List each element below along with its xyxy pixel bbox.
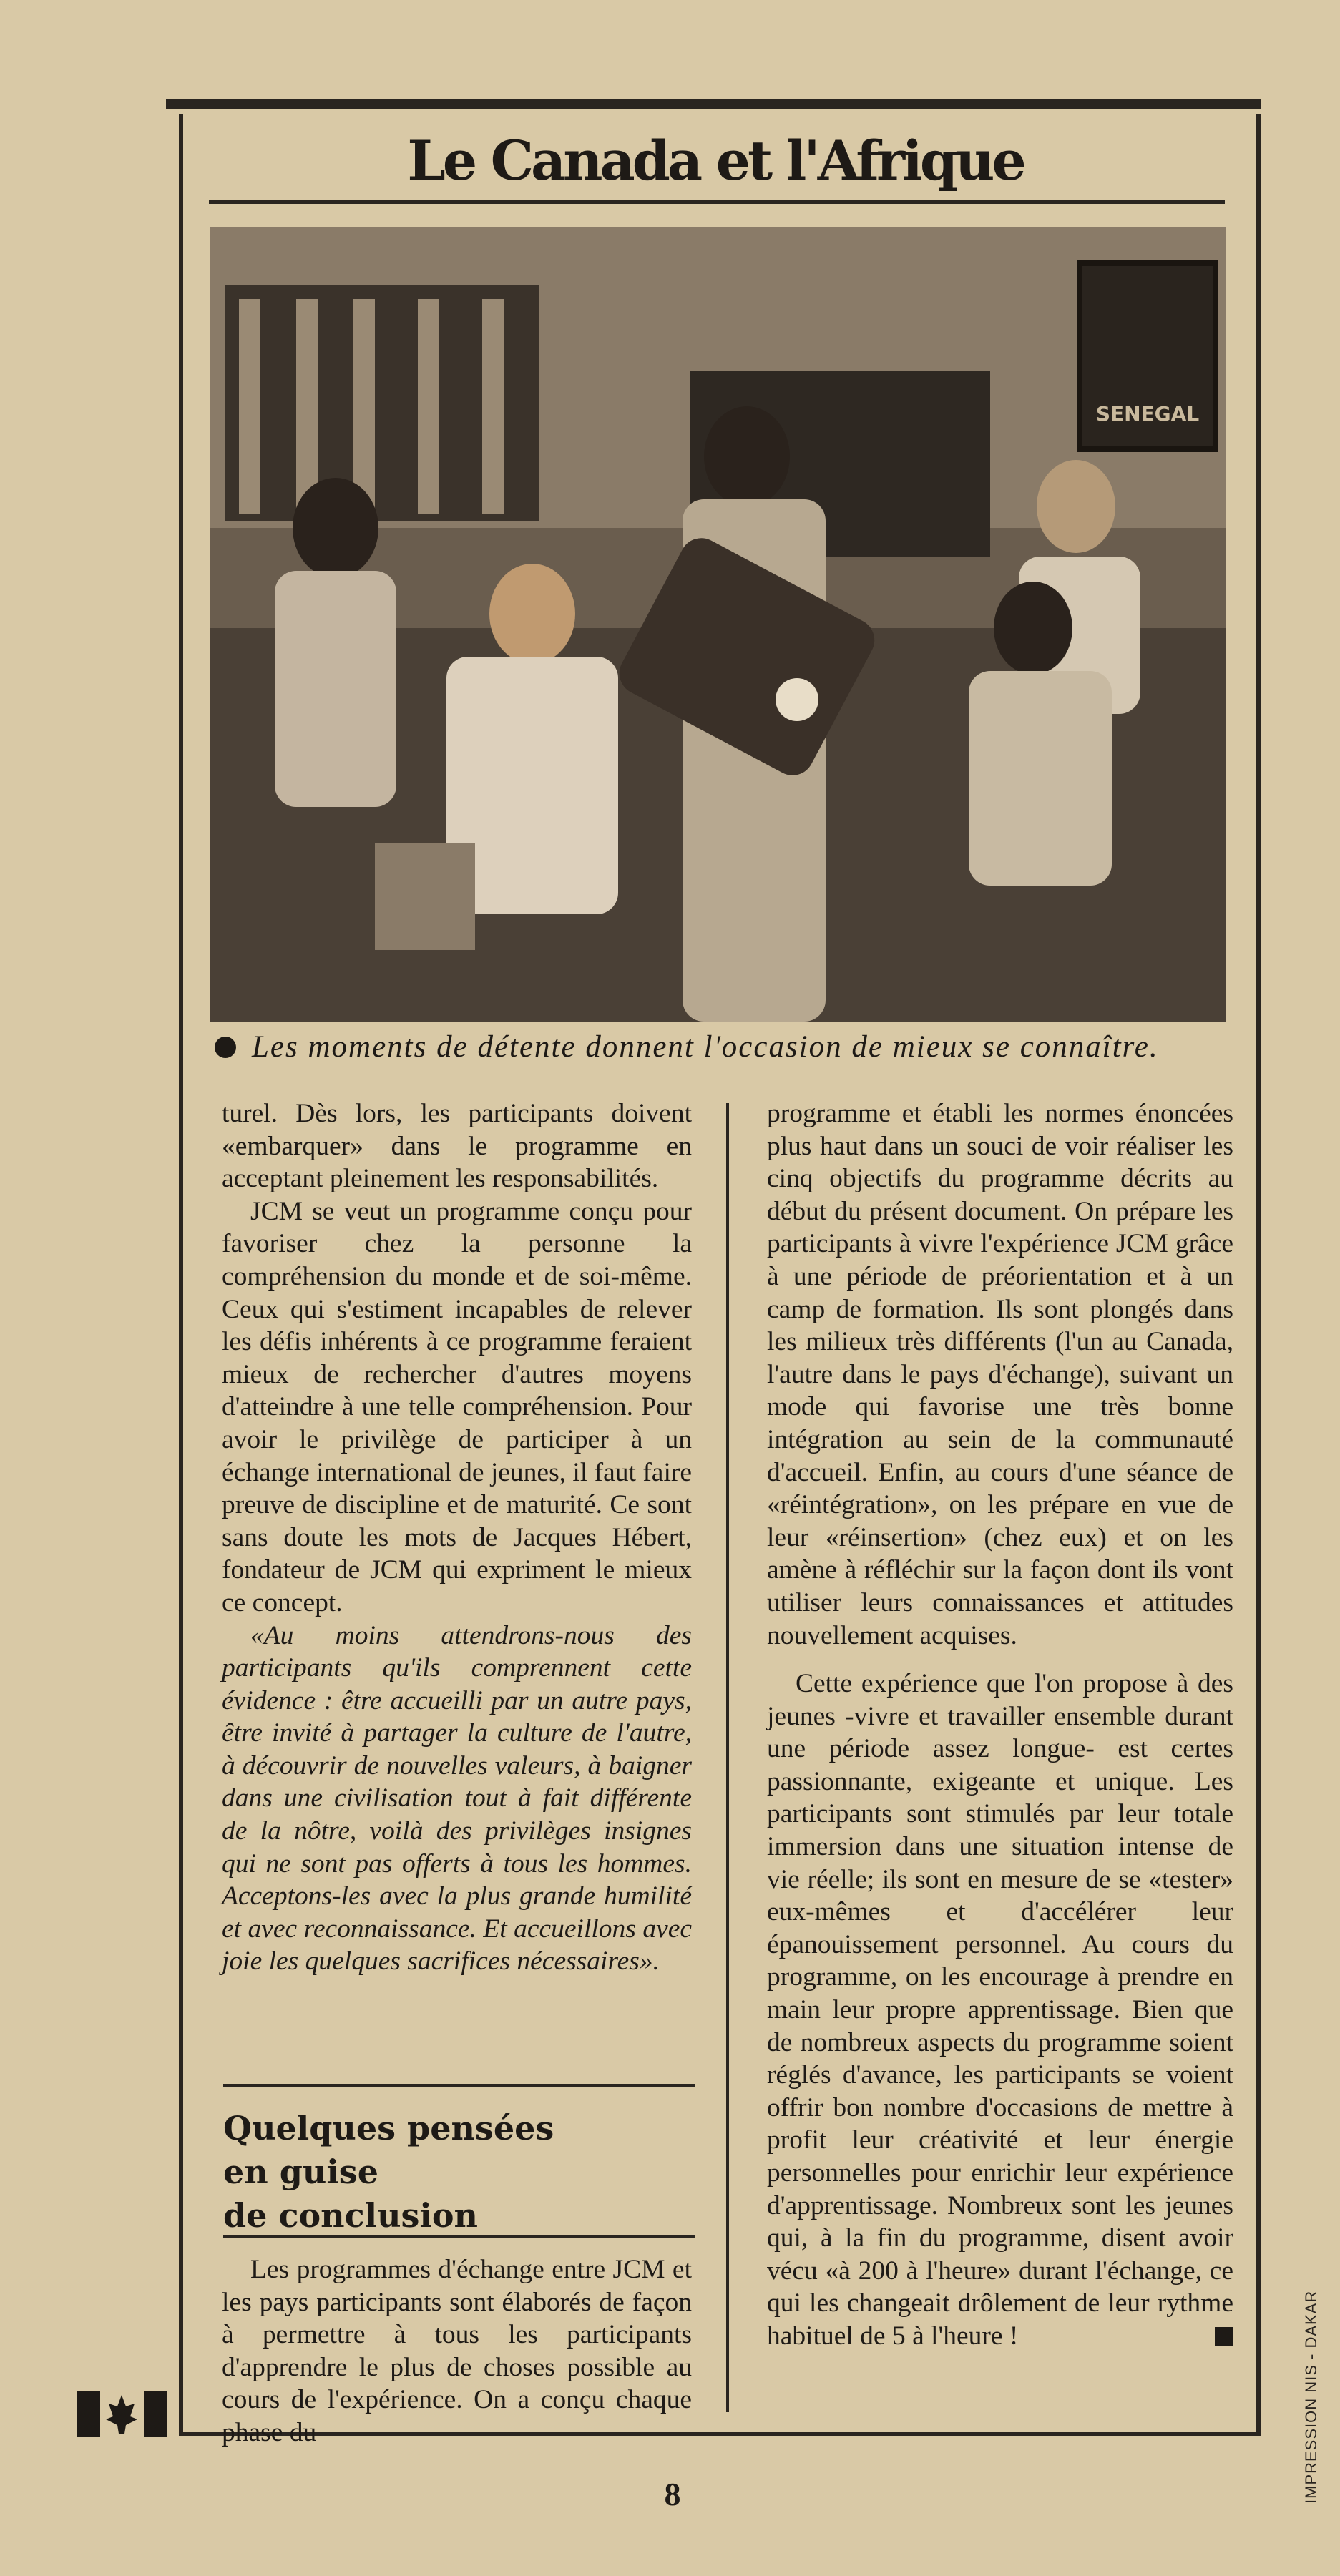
- article-title: Le Canada et l'Afrique: [407, 129, 1024, 192]
- paragraph: JCM se veut un programme conçu pour favoriser chez la personne la compréhension du monde et de soi-même. Ceux qui s'estiment incapables de relever les défis inhérents à ce programme feraient mieux de rechercher d'autres moyens d'atteindre à une telle compréhension. Pour avoir le privilège de participer à un échange international de jeunes, il faut faire preuve de discipline et de maturité. Ce sont sans doute les mots de Jacques Hébert, fondateur de JCM qui expriment le mieux ce concept.: [222, 1196, 692, 1617]
- section-heading-line: en guise: [223, 2153, 378, 2191]
- top-bar: [166, 99, 1261, 109]
- column-2: [767, 1097, 1233, 2353]
- canada-flag-icon: [77, 2388, 167, 2439]
- paragraph: programme et établi les normes énoncées plus haut dans un souci de voir réaliser les cinq objectifs du programme décrits au début du présent document. On prépare les participants à vivre l'expérience JCM grâce à une période de préorientation et à un camp de formation. Ils sont plongés dans les milieux très différents (l'un au Canada, l'autre dans le pays d'échange), suivant un mode qui favorise une très bonne intégration au sein de la communauté d'accueil. Enfin, au cours d'une séance de «réintégration», on les prépare en vue de leur «réinsertion» (chez eux) et on les amène à réfléchir sur la façon dont ils vont utiliser leurs connaissances et attitudes nouvellement acquises.: [767, 1099, 1233, 1650]
- paragraph: turel. Dès lors, les participants doivent «embarquer» dans le programme en acceptant pleinement les responsabilités.: [222, 1099, 692, 1194]
- section-heading-line: Quelques pensées: [223, 2109, 554, 2148]
- article-photo: [210, 227, 1226, 1022]
- end-mark-icon: [1215, 2327, 1233, 2346]
- poster-text: SENEGAL: [1095, 402, 1200, 426]
- section-rule-bottom: [223, 2235, 695, 2238]
- paragraph: Les programmes d'échange entre JCM et les pays participants sont élaborés de façon à permettre à tous les participants d'apprendre le plus de choses possible au cours de l'expérience. On a conçu chaque phase du: [222, 2255, 692, 2447]
- section-rule-top: [223, 2084, 695, 2087]
- section-heading-line: de conclusion: [223, 2196, 479, 2235]
- paragraph-text: Cette expérience que l'on propose à des jeunes -vivre et travailler ensemble durant une période assez longue- est certes passionnante, exigeante et unique. Les participants sont stimulés par leur totale immersion dans une situation intense de vie réelle; ils sont en mesure de se «tester» eux-mêmes et d'accélérer leur épanouissement personnel. Au cours du programme, on les encourage à prendre en main leur propre apprentissage. Bien que de nombreux aspects du programme soient réglés d'avance, les participants se voient offrir bon nombre d'occasions de mettre à profit leur créativité et leur énergie personnelles pour enrichir leur expérience d'apprentissage. Nombreux sont les jeunes qui, à la fin du programme, disent avoir vécu «à 200 à l'heure» durant l'échange, ce qui les changeait drôlement de leur rythme habituel de 5 à l'heure !: [767, 1669, 1233, 2351]
- section-heading: [223, 2107, 695, 2238]
- quote-paragraph: «Au moins attendrons-nous des participants qu'ils comprennent cette évidence : être accueilli par un autre pays, être invité à partager la culture de l'autre, à découvrir de nouvelles valeurs, à baigner dans une civilisation tout à fait différente de la nôtre, voilà des privilèges insignes qui ne sont pas offerts à tous les hommes. Acceptons-les avec la plus grande humilité et avec reconnaissance. Et accueillons avec joie les quelques sacrifices nécessaires».: [222, 1620, 692, 1977]
- title-rule: [209, 200, 1225, 204]
- caption-bullet-icon: [215, 1037, 236, 1058]
- page-number: 8: [664, 2476, 681, 2512]
- photo-caption: [215, 1022, 1231, 1073]
- column-divider: [726, 1103, 729, 2412]
- column-1: [222, 1097, 692, 1978]
- printer-credit: IMPRESSION NIS - DAKAR: [1302, 2290, 1320, 2504]
- caption-text: Les moments de détente donnent l'occasion de mieux se connaître.: [252, 1030, 1159, 1064]
- column-1-continued: [222, 2253, 692, 2449]
- paragraph: [767, 1667, 1233, 2352]
